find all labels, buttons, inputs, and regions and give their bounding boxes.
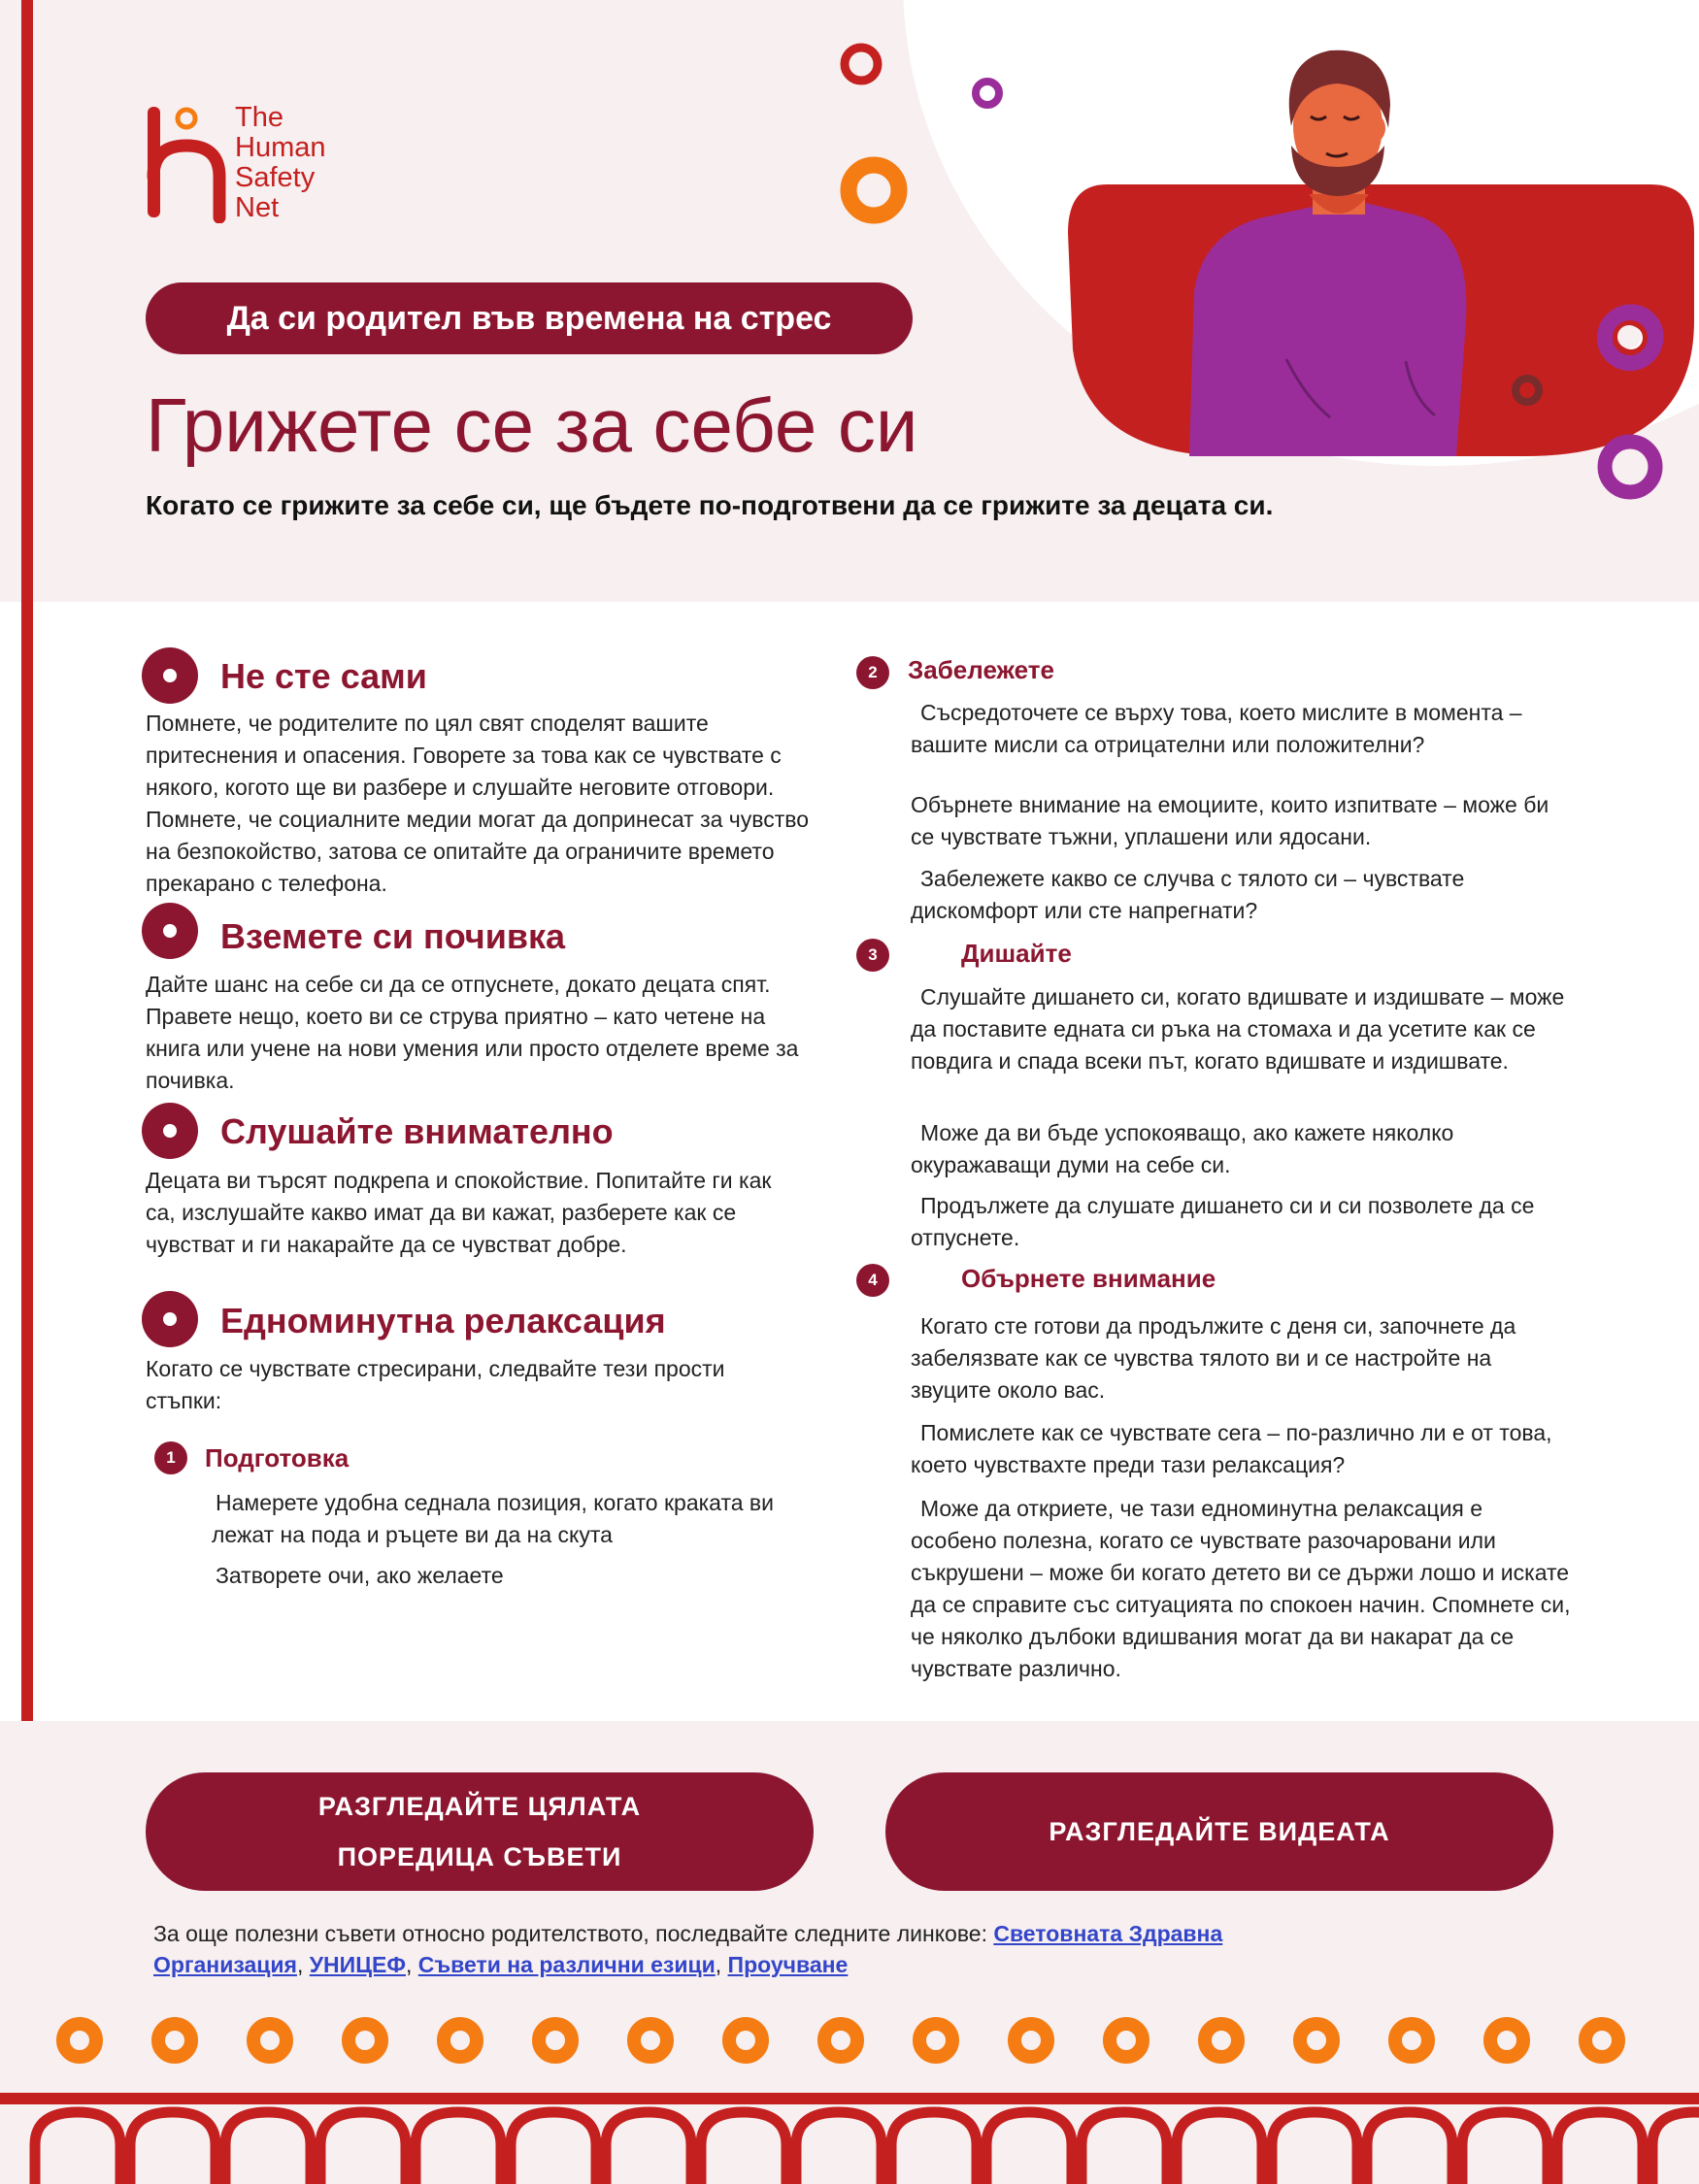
step-number-badge: 4 (856, 1264, 889, 1297)
orange-ring-icon (444, 2024, 477, 2057)
arch-shape (320, 2112, 406, 2184)
page-subtitle: Когато се грижите за себе си, ще бъдете по-подготвени да се грижите за децата си. (146, 490, 1274, 520)
section-text: Децата ви търсят подкрепа и спокойствие. Попитайте ги как са, изслушайте какво имат да ви кажат, разберете как се чувстват и ги накарайте да се чувстват добре. (146, 1168, 772, 1257)
step-heading: Забележете (908, 655, 1054, 684)
orange-ring-icon (919, 2024, 952, 2057)
orange-ring-icon (1607, 320, 1651, 365)
step-text: Обърнете внимание на емоциите, които изпитвате – може би се чувствате тъжни, уплашени или ядосани. (911, 792, 1549, 849)
arch-shape (1557, 2112, 1643, 2184)
orange-ring-icon (634, 2024, 667, 2057)
step-text: Може да ви бъде успокояващо, ако кажете няколко окуражаващи думи на себе си. (911, 1120, 1454, 1177)
orange-ring-icon (1205, 2024, 1238, 2057)
research-link[interactable]: Проучване (727, 1952, 849, 1977)
languages-link[interactable]: Съвети на различни езици (417, 1952, 716, 1977)
orange-ring-icon (539, 2024, 572, 2057)
arch-shape (416, 2112, 501, 2184)
step-text: Продължете да слушате дишането си и си позволете да се отпуснете. (911, 1193, 1535, 1250)
arch-shape (1272, 2112, 1357, 2184)
section-text: Помнете, че родителите по цял свят споделят вашите притеснения и опасения. Говорете за това как се чувствате с някого, когото ще ви разбере и слушайте неговите отговори. Помнете, че социалните медии могат да допринесат за чувство на безпокойство, затова се опитайте да ограничите времето прекарано с телефона. (146, 711, 810, 896)
step-number-badge: 1 (154, 1441, 187, 1474)
orange-ring-icon (349, 2024, 382, 2057)
links-intro: За още полезни съвети относно родителството, последвайте следните линкове: (153, 1921, 994, 1946)
step-text: Затворете очи, ако желаете (216, 1563, 504, 1588)
view-series-label-line: РАЗГЛЕДАЙТЕ ЦЯЛАТА (317, 1792, 642, 1821)
orange-ring-icon (824, 2024, 857, 2057)
section-bullet-icon (142, 647, 198, 704)
arch-shape (891, 2112, 977, 2184)
step-text: Забележете какво се случва с тялото си – чувствате дискомфорт или сте напрегнати? (911, 866, 1465, 923)
arch-shape (35, 2112, 120, 2184)
arch-shape (1082, 2112, 1167, 2184)
logo-line: The (235, 102, 283, 133)
arch-shape (225, 2112, 311, 2184)
section-text: Дайте шанс на себе си да се отпуснете, докато децата спят. Правете нещо, което ви се струва приятно – като четене на книга или учене на нови умения или просто отделете време за почивка. (146, 972, 799, 1093)
arch-shape (1462, 2112, 1548, 2184)
orange-ring-icon (1110, 2024, 1143, 2057)
step-text: Намерете удобна седнала позиция, когато краката ви лежат на пода и ръцете ви да на скута (212, 1490, 774, 1547)
view-series-label-line: ПОРЕДИЦА СЪВЕТИ (337, 1842, 622, 1871)
section-heading: Едноминутна релаксация (220, 1301, 666, 1340)
section-text: Когато се чувствате стресирани, следвайте тези прости стъпки: (146, 1356, 725, 1413)
step-heading: Обърнете внимание (961, 1264, 1216, 1293)
orange-ring-icon (158, 2024, 191, 2057)
step-text: Помислете как се чувствате сега – по-различно ли е от това, което чувствахте преди тази релаксация? (911, 1420, 1552, 1477)
section-bullet-icon (142, 1103, 198, 1159)
orange-ring-icon (63, 2024, 96, 2057)
border-bar (0, 2093, 1699, 2104)
arch-shape (606, 2112, 691, 2184)
arch-shape (1652, 2112, 1699, 2184)
step-text: Може да откриете, че тази едноминутна релаксация е особено полезна, когато се чувствате разочаровани или съкрушени – може би когато детето ви се държи лошо и искате да се справите със ситуацията по спокоен начин. Спомнете си, че няколко дълбоки вдишвания могат да ви накарат да се чувствате различно. (911, 1496, 1571, 1681)
step-number-badge: 2 (856, 656, 889, 689)
orange-ring-icon (1395, 2024, 1428, 2057)
arch-shape (1367, 2112, 1452, 2184)
arch-shape (1177, 2112, 1262, 2184)
step-text: Слушайте дишането си, когато вдишвате и издишвате – може да поставите едната си ръка на стомаха и да усетите как се повдига и спада всеки път, когато вдишвате и издишвате. (911, 984, 1565, 1074)
orange-ring-icon (1300, 2024, 1333, 2057)
logo-line: Safety (235, 162, 316, 193)
arch-shape (986, 2112, 1072, 2184)
view-series-button[interactable] (146, 1772, 814, 1891)
arch-shape (511, 2112, 596, 2184)
step-text: Съсредоточете се върху това, което мислите в момента – вашите мисли са отрицателни или положителни? (911, 700, 1522, 757)
page-title: Грижете се за себе си (146, 382, 918, 468)
step-text: Когато сте готови да продължите с деня си, започнете да забелязвате как се чувства тялото ви и се настройте на звуците около вас. (911, 1313, 1516, 1403)
arch-shape (701, 2112, 786, 2184)
section-heading: Вземете си почивка (220, 916, 565, 956)
logo-line: Human (235, 132, 326, 163)
section-bullet-icon (142, 1291, 198, 1347)
who-link[interactable]: Световната Здравна Организация (153, 1921, 1223, 1977)
view-videos-button[interactable]: РАЗГЛЕДАЙТЕ ВИДЕАТА (885, 1772, 1553, 1891)
orange-ring-icon (729, 2024, 762, 2057)
orange-ring-icon (253, 2024, 286, 2057)
arch-shape (130, 2112, 216, 2184)
section-heading: Не сте сами (220, 656, 427, 696)
links-paragraph: За още полезни съвети относно родителството, последвайте следните линкове: Световната Здравна Организация, УНИЦЕФ, Съвети на различни езици, Проучване (153, 1921, 1223, 1977)
logo-line: Net (235, 192, 280, 223)
series-label: Да си родител във времена на стрес (146, 282, 913, 354)
orange-ring-icon (1015, 2024, 1048, 2057)
section-heading: Слушайте внимателно (220, 1111, 614, 1151)
step-heading: Подготовка (205, 1443, 350, 1473)
step-heading: Дишайте (961, 939, 1072, 968)
arch-shape (796, 2112, 882, 2184)
bottom-decoration (0, 2000, 1699, 2184)
step-number-badge: 3 (856, 939, 889, 972)
orange-ring-icon (1585, 2024, 1618, 2057)
unicef-link[interactable]: УНИЦЕФ (309, 1952, 406, 1977)
section-bullet-icon (142, 903, 198, 959)
orange-ring-icon (1490, 2024, 1523, 2057)
